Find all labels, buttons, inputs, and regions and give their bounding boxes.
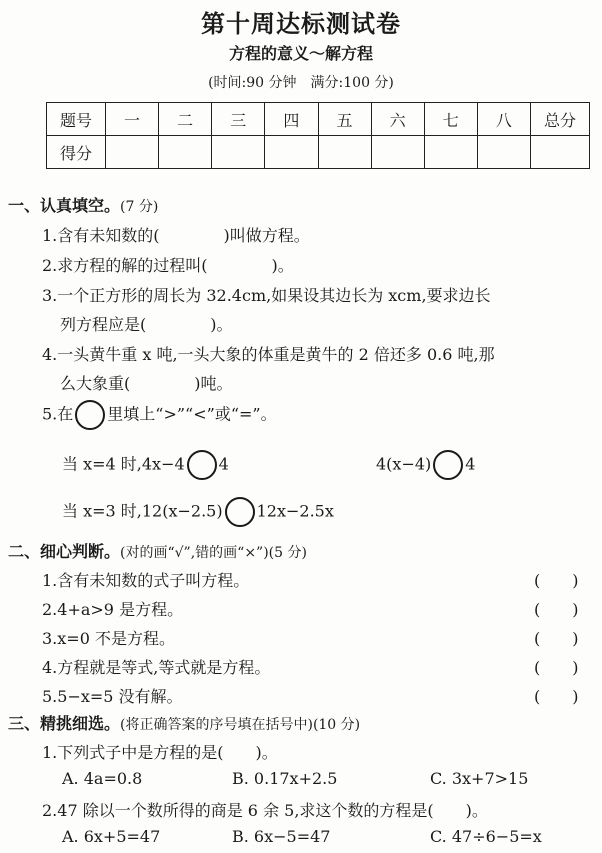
s3-question-2: 2.47 除以一个数所得的商是 6 余 5,求这个数的方程是( )。 [42, 801, 488, 820]
s2-item-3: 3.x=0 不是方程。 [42, 629, 175, 648]
q5a-circle-blank[interactable] [187, 450, 217, 480]
s2-answer-paren-2[interactable]: ( ) [534, 600, 579, 619]
circle-answer-icon [75, 400, 105, 430]
q5-prefix: 5.在 [42, 404, 74, 424]
score-input-cell[interactable] [424, 136, 477, 169]
score-row-label: 得分 [47, 136, 106, 169]
score-input-cell[interactable] [106, 136, 159, 169]
score-input-cell[interactable] [477, 136, 530, 169]
s1-question-1: 1.含有未知数的( )叫做方程。 [42, 226, 310, 245]
q5c-circle-blank[interactable] [225, 497, 255, 527]
s2-answer-paren-5[interactable]: ( ) [534, 687, 579, 706]
s1-q5-item-a [62, 450, 229, 480]
s2-item-5: 5.5−x=5 没有解。 [42, 687, 183, 706]
score-cell: 二 [159, 103, 212, 136]
score-input-cell[interactable] [371, 136, 424, 169]
s3-q2-option-b[interactable]: B. 6x−5=47 [232, 827, 331, 846]
score-table [46, 102, 590, 169]
section1-points: (7 分) [120, 199, 159, 215]
score-cell: 三 [212, 103, 265, 136]
score-cell: 六 [371, 103, 424, 136]
score-cell: 一 [106, 103, 159, 136]
q5-suffix: 里填上“>”“<”或“=”。 [107, 404, 277, 424]
score-input-cell[interactable] [531, 136, 590, 169]
s1-question-2: 2.求方程的解的过程叫( )。 [42, 256, 294, 275]
score-cell: 题号 [47, 103, 106, 136]
section3-title: 三、精挑细选。 [8, 714, 121, 733]
s2-item-2: 2.4+a>9 是方程。 [42, 600, 184, 619]
s1-q5-item-b [376, 450, 475, 480]
section3-note: (将正确答案的序号填在括号中)(10 分) [120, 717, 361, 733]
section3-heading [8, 711, 360, 734]
s2-item-1: 1.含有未知数的式子叫方程。 [42, 571, 250, 590]
s3-q2-option-c[interactable]: C. 47÷6−5=x [430, 827, 542, 846]
section2-title: 二、细心判断。 [8, 542, 121, 561]
s3-q1-option-c[interactable]: C. 3x+7>15 [430, 769, 529, 788]
s1-question-4-line2: 么大象重( )吨。 [60, 374, 233, 393]
score-cell: 总分 [531, 103, 590, 136]
time-score-info: (时间:90 分钟 满分:100 分) [208, 75, 394, 91]
score-input-cell[interactable] [159, 136, 212, 169]
score-table-score-row [47, 136, 590, 169]
s2-answer-paren-1[interactable]: ( ) [534, 571, 579, 590]
s2-answer-paren-3[interactable]: ( ) [534, 629, 579, 648]
s1-question-3-line2: 列方程应是( )。 [60, 315, 233, 334]
score-input-cell[interactable] [318, 136, 371, 169]
section2-heading [8, 539, 307, 562]
score-cell: 四 [265, 103, 318, 136]
score-input-cell[interactable] [212, 136, 265, 169]
s2-answer-paren-4[interactable]: ( ) [534, 658, 579, 677]
s1-question-3-line1: 3.一个正方形的周长为 32.4cm,如果设其边长为 xcm,要求边长 [42, 286, 491, 305]
q5c-left: 当 x=3 时,12(x−2.5) [62, 501, 223, 521]
q5b-left: 4(x−4) [376, 454, 432, 474]
q5a-right: 4 [218, 454, 229, 474]
s3-q1-option-a[interactable]: A. 4a=0.8 [62, 769, 143, 788]
s2-item-4: 4.方程就是等式,等式就是方程。 [42, 658, 271, 677]
s3-question-1: 1.下列式子中是方程的是( )。 [42, 743, 278, 762]
score-cell: 七 [424, 103, 477, 136]
page-title: 第十周达标测试卷 [201, 9, 401, 38]
s1-question-4-line1: 4.一头黄牛重 x 吨,一头大象的体重是黄牛的 2 倍还多 0.6 吨,那 [42, 345, 495, 364]
score-table-header-row [47, 103, 590, 136]
score-cell: 五 [318, 103, 371, 136]
s3-q2-option-a[interactable]: A. 6x+5=47 [62, 827, 161, 846]
section2-note: (对的画“√”,错的画“×”)(5 分) [120, 545, 307, 561]
page-subtitle: 方程的意义～解方程 [228, 44, 373, 63]
section1-heading [8, 193, 158, 216]
q5b-circle-blank[interactable] [433, 450, 463, 480]
s1-q5-item-c [62, 497, 334, 527]
q5c-right: 12x−2.5x [256, 501, 334, 521]
section1-title: 一、认真填空。 [8, 196, 121, 215]
s3-q1-option-b[interactable]: B. 0.17x+2.5 [232, 769, 338, 788]
q5a-left: 当 x=4 时,4x−4 [62, 454, 185, 474]
s1-question-5 [42, 400, 277, 430]
q5b-right: 4 [465, 454, 476, 474]
score-cell: 八 [477, 103, 530, 136]
score-input-cell[interactable] [265, 136, 318, 169]
